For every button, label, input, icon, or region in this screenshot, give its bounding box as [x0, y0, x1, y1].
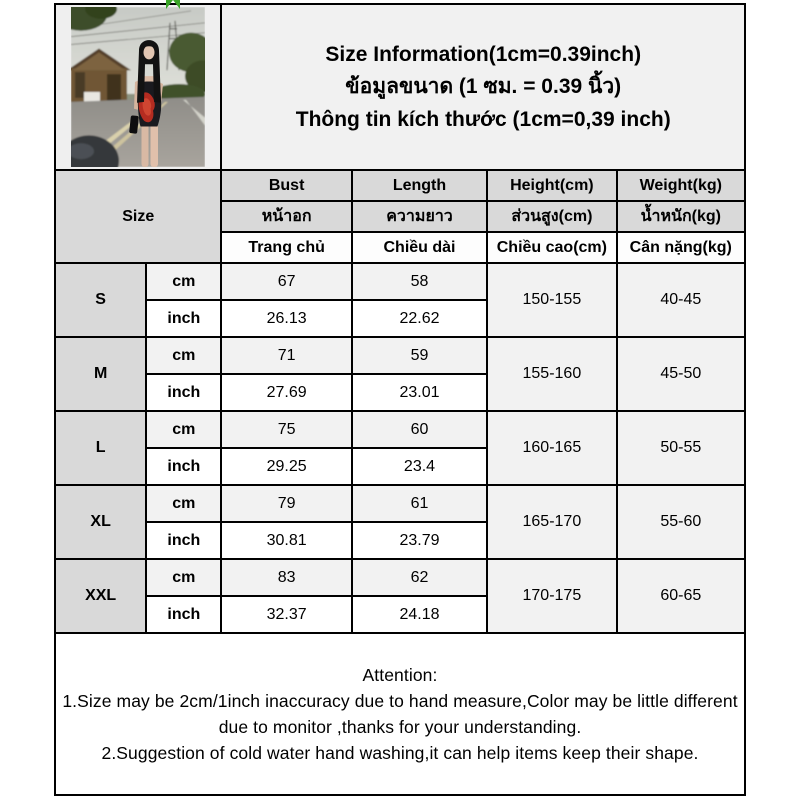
header-bust-vi: Trang chủ [221, 232, 351, 263]
header-length-en: Length [352, 170, 487, 201]
attention-note-1: 1.Size may be 2cm/1inch inaccuracy due to hand measure,Color may be little different due to monitor ,thanks for your understanding. [62, 690, 738, 737]
table-row-xl-cm [55, 485, 745, 522]
size-table [54, 3, 746, 796]
page-title-vi: Thông tin kích thước (1cm=0,39 inch) [295, 107, 671, 131]
unit-cm: cm [146, 337, 221, 374]
unit-inch: inch [146, 448, 221, 485]
header-height-en: Height(cm) [487, 170, 616, 201]
cell-s-cm-length: 58 [352, 263, 487, 300]
attention-heading: Attention: [362, 664, 438, 685]
cell-xxl-inch-bust: 32.37 [221, 596, 351, 633]
table-row-l-cm [55, 411, 745, 448]
cell-m-inch-length: 23.01 [352, 374, 487, 411]
header-weight-th: น้ำหนัก(kg) [617, 201, 745, 232]
header-bust-en: Bust [221, 170, 351, 201]
unit-inch: inch [146, 522, 221, 559]
size-label-xxl: XXL [55, 559, 146, 633]
cell-s-cm-bust: 67 [221, 263, 351, 300]
cell-s-inch-length: 22.62 [352, 300, 487, 337]
size-label-l: L [55, 411, 146, 485]
cell-xxl-cm-bust: 83 [221, 559, 351, 596]
cell-xl-cm-length: 61 [352, 485, 487, 522]
attention-row [55, 633, 745, 795]
cell-s-height: 150-155 [487, 263, 616, 337]
cell-xl-inch-bust: 30.81 [221, 522, 351, 559]
header-length-vi: Chiều dài [352, 232, 487, 263]
header-weight-vi: Cân nặng(kg) [617, 232, 745, 263]
cell-s-weight: 40-45 [617, 263, 745, 337]
unit-inch: inch [146, 596, 221, 633]
attention-note-2: 2.Suggestion of cold water hand washing,it can help items keep their shape. [101, 743, 699, 764]
cell-m-cm-length: 59 [352, 337, 487, 374]
header-row-en [55, 170, 745, 201]
attention-cell [55, 633, 745, 795]
cell-m-height: 155-160 [487, 337, 616, 411]
header-height-th: ส่วนสูง(cm) [487, 201, 616, 232]
cell-xxl-inch-length: 24.18 [352, 596, 487, 633]
cell-l-inch-bust: 29.25 [221, 448, 351, 485]
page-title-en: Size Information(1cm=0.39inch) [325, 43, 642, 67]
size-label-xl: XL [55, 485, 146, 559]
table-row-m-cm [55, 337, 745, 374]
unit-inch: inch [146, 300, 221, 337]
header-weight-en: Weight(kg) [617, 170, 745, 201]
cell-xxl-weight: 60-65 [617, 559, 745, 633]
cell-m-weight: 45-50 [617, 337, 745, 411]
cell-l-cm-length: 60 [352, 411, 487, 448]
table-row-s-cm [55, 263, 745, 300]
unit-cm: cm [146, 559, 221, 596]
cell-m-inch-bust: 27.69 [221, 374, 351, 411]
page-title-th: ข้อมูลขนาด (1 ซม. = 0.39 นิ้ว) [345, 75, 622, 99]
cell-l-cm-bust: 75 [221, 411, 351, 448]
cell-xl-weight: 55-60 [617, 485, 745, 559]
cell-xxl-cm-length: 62 [352, 559, 487, 596]
title-cell [221, 4, 745, 170]
unit-cm: cm [146, 263, 221, 300]
unit-cm: cm [146, 485, 221, 522]
cell-l-inch-length: 23.4 [352, 448, 487, 485]
unit-cm: cm [146, 411, 221, 448]
cell-xl-height: 165-170 [487, 485, 616, 559]
header-bust-th: หน้าอก [221, 201, 351, 232]
cell-m-cm-bust: 71 [221, 337, 351, 374]
unit-inch: inch [146, 374, 221, 411]
size-corner-label: Size [55, 170, 221, 263]
cell-s-inch-bust: 26.13 [221, 300, 351, 337]
size-label-s: S [55, 263, 146, 337]
size-label-m: M [55, 337, 146, 411]
product-photo-cell [55, 4, 221, 170]
cell-xxl-height: 170-175 [487, 559, 616, 633]
cell-xl-cm-bust: 79 [221, 485, 351, 522]
corner-flag-icon [166, 0, 180, 9]
header-banner-row [55, 4, 745, 170]
header-length-th: ความยาว [352, 201, 487, 232]
cell-xl-inch-length: 23.79 [352, 522, 487, 559]
header-height-vi: Chiều cao(cm) [487, 232, 616, 263]
cell-l-weight: 50-55 [617, 411, 745, 485]
product-photo [71, 7, 205, 167]
table-row-xxl-cm [55, 559, 745, 596]
cell-l-height: 160-165 [487, 411, 616, 485]
